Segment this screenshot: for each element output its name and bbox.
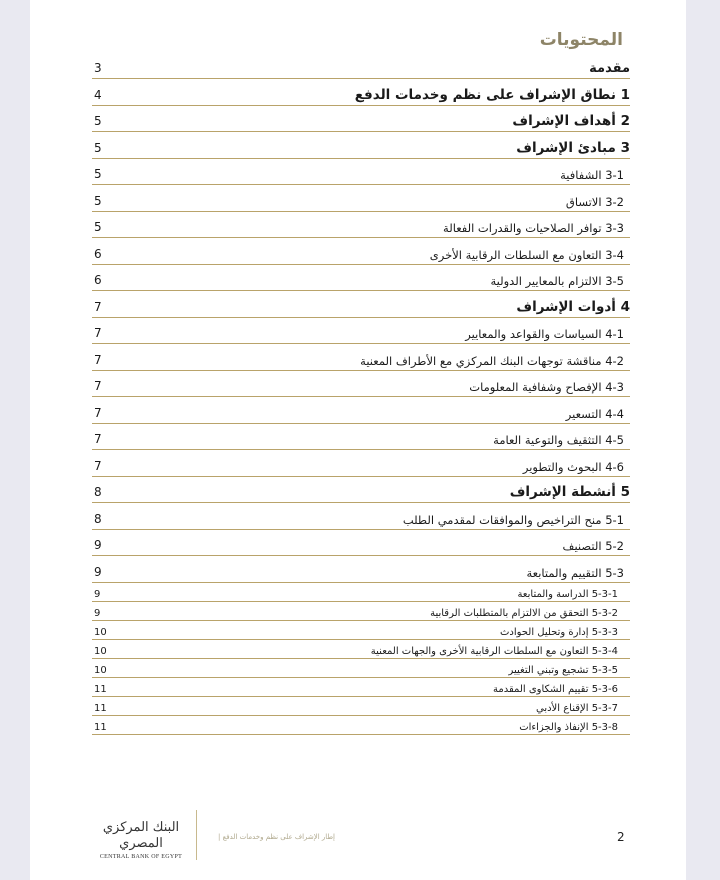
toc-entry[interactable] [92,318,630,345]
toc-entry[interactable] [92,678,630,697]
toc-entry-page: 7 [94,379,102,393]
toc-entry-label: 4-6 البحوث والتطوير [522,459,624,474]
toc-entry[interactable] [92,424,630,451]
toc-entry-page: 4 [94,87,102,102]
table-of-contents [92,53,630,735]
toc-entry-page: 5 [94,114,102,128]
toc-entry-page: 8 [94,485,102,499]
toc-entry[interactable] [92,697,630,716]
toc-entry[interactable] [92,291,630,318]
toc-entry-page: 7 [94,458,102,473]
toc-entry-page: 10 [94,664,107,676]
toc-entry-page: 6 [94,246,102,261]
toc-entry-label: 5-3 التقييم والمتابعة [526,565,624,580]
toc-entry[interactable] [92,106,630,133]
toc-entry-label: 5-3-2 التحقق من الالتزام بالمتطلبات الرقابية [430,607,618,619]
toc-entry[interactable] [92,265,630,292]
logo-arabic-text: البنك المركزي المصري [102,820,180,851]
page-title: المحتويات [539,30,623,50]
toc-entry-label: 5-3-7 الإقناع الأدبي [535,702,618,714]
toc-entry[interactable] [92,602,630,621]
toc-entry-label: مقدمة [589,61,630,76]
toc-entry-page: 11 [94,721,107,733]
toc-entry-page: 9 [94,538,102,552]
toc-entry-page: 7 [94,432,102,446]
toc-entry-page: 7 [94,352,102,367]
toc-entry-page: 5 [94,167,102,181]
toc-entry-label: 5-3-8 الإنفاذ والجزاءات [519,721,618,733]
toc-entry-label: 2 أهداف الإشراف [512,113,630,129]
toc-entry[interactable] [92,621,630,640]
document-page [30,0,686,880]
toc-entry-page: 5 [94,193,102,208]
toc-entry[interactable] [92,583,630,602]
toc-entry-label: 5-2 التصنيف [562,539,624,553]
toc-entry[interactable] [92,185,630,212]
toc-entry-page: 11 [94,702,107,714]
toc-entry-label: 4-3 الإفصاح وشفافية المعلومات [469,380,624,394]
toc-entry[interactable] [92,344,630,371]
toc-entry[interactable] [92,450,630,477]
toc-entry-label: 4 أدوات الإشراف [516,298,630,315]
toc-entry-page: 5 [94,220,102,234]
toc-entry-page: 6 [94,273,102,287]
toc-entry[interactable] [92,503,630,530]
toc-entry[interactable] [92,238,630,265]
toc-entry-label: 3-4 التعاون مع السلطات الرقابية الأخرى [429,247,624,262]
footer-document-title: إطار الإشراف على نظم وخدمات الدفع | [218,833,335,841]
toc-entry-page: 11 [94,683,107,695]
toc-entry[interactable] [92,159,630,186]
toc-entry-page: 5 [94,140,102,155]
toc-entry[interactable] [92,530,630,557]
toc-entry-page: 10 [94,645,107,657]
toc-entry-label: 4-5 التثقيف والتوعية العامة [493,433,624,447]
toc-entry-label: 5-3-3 إدارة وتحليل الحوادث [500,626,618,638]
toc-entry-label: 3-2 الاتساق [565,194,624,209]
toc-entry-label: 3-1 الشفافية [560,168,624,182]
toc-entry[interactable] [92,212,630,239]
toc-entry-label: 3-3 توافر الصلاحيات والقدرات الفعالة [443,221,624,235]
toc-entry-label: 5 أنشطة الإشراف [509,484,630,500]
toc-entry-page: 7 [94,405,102,420]
toc-entry-page: 10 [94,626,107,638]
toc-entry-label: 5-3-4 التعاون مع السلطات الرقابية الأخرى والجهات المعنية [370,645,618,657]
toc-entry[interactable] [92,716,630,735]
toc-entry-label: 4-4 التسعير [565,406,624,421]
toc-entry-label: 5-3-1 الدراسة والمتابعة [517,588,618,600]
toc-entry[interactable] [92,79,630,106]
toc-entry-label: 4-2 مناقشة توجهات البنك المركزي مع الأطراف المعنية [360,353,624,368]
toc-entry-label: 5-1 منح التراخيص والموافقات لمقدمي الطلب [402,512,624,527]
toc-entry[interactable] [92,53,630,79]
toc-entry[interactable] [92,640,630,659]
toc-entry-label: 3-5 الالتزام بالمعايير الدولية [490,274,624,288]
toc-entry[interactable] [92,371,630,398]
toc-entry-page: 3 [94,61,102,75]
page-number: 2 [617,830,625,844]
toc-entry-page: 8 [94,511,102,526]
toc-entry[interactable] [92,132,630,159]
toc-entry-label: 1 نطاق الإشراف على نظم وخدمات الدفع [354,86,630,103]
footer-divider [196,810,197,860]
toc-entry[interactable] [92,397,630,424]
cbe-logo [96,820,186,860]
toc-entry-page: 7 [94,326,102,340]
toc-entry[interactable] [92,477,630,504]
toc-entry-label: 4-1 السياسات والقواعد والمعايير [465,327,624,341]
toc-entry-label: 5-3-5 تشجيع وتبني التغيير [508,664,618,676]
toc-entry-page: 9 [94,607,101,619]
logo-english-text: CENTRAL BANK OF EGYPT [99,854,183,860]
toc-entry[interactable] [92,556,630,583]
toc-entry-page: 7 [94,299,102,314]
toc-entry-page: 9 [94,564,102,579]
toc-entry[interactable] [92,659,630,678]
toc-entry-label: 5-3-6 تقييم الشكاوى المقدمة [493,683,618,695]
toc-entry-label: 3 مبادئ الإشراف [516,139,630,156]
toc-entry-page: 9 [94,588,101,600]
